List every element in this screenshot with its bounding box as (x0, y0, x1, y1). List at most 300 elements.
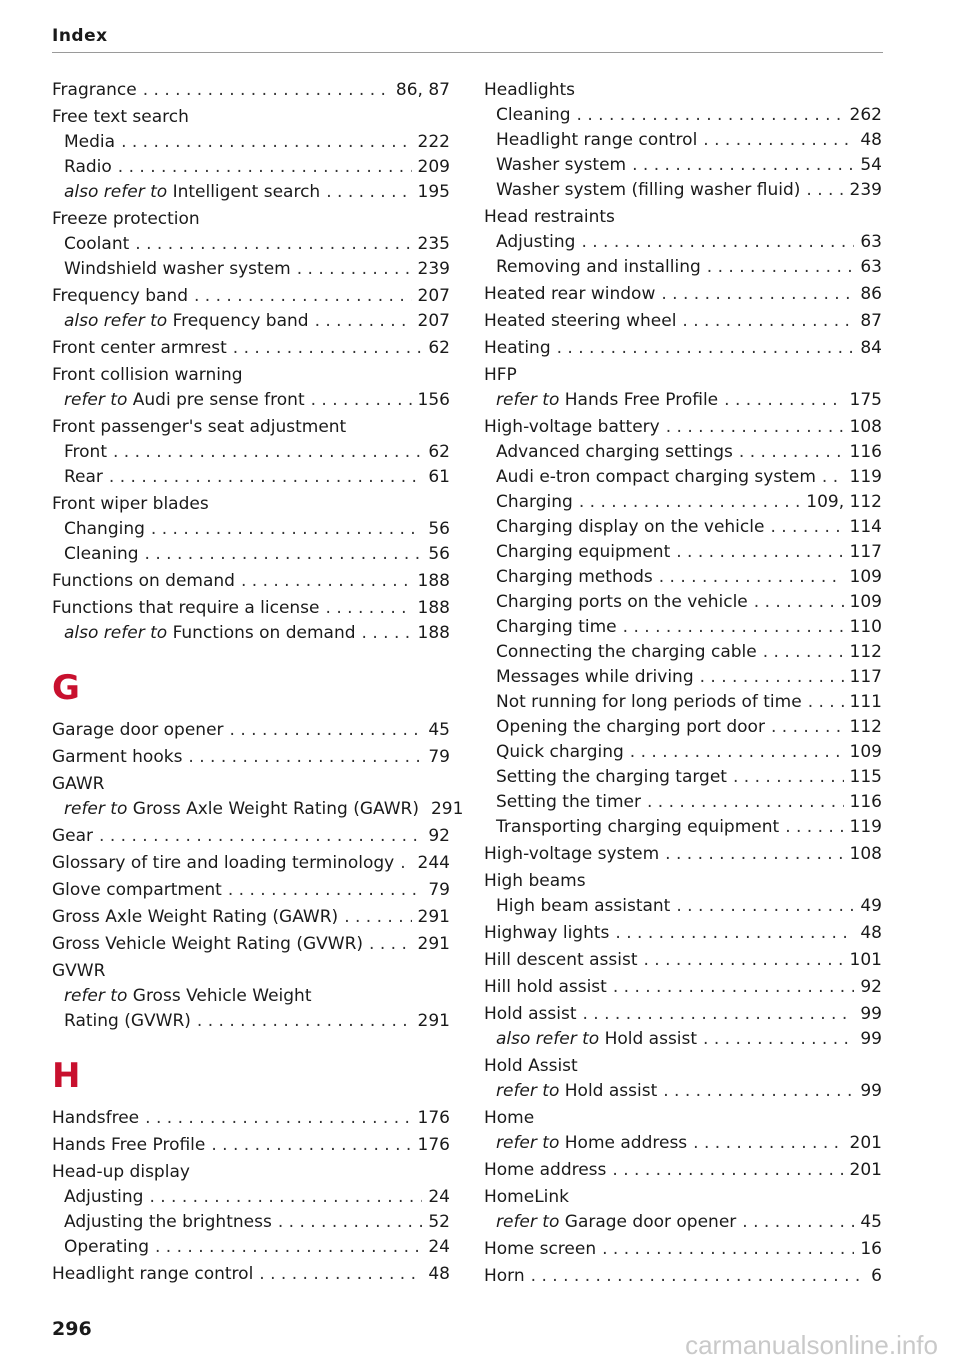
index-entry (52, 207, 450, 232)
entry-page-number[interactable]: 48 (428, 1264, 450, 1284)
entry-text (496, 128, 697, 153)
entry-text (496, 1079, 657, 1104)
entry-text (64, 517, 145, 542)
index-subentry (52, 257, 450, 282)
entry-page-number[interactable]: 49 (860, 896, 882, 916)
entry-page-number[interactable]: 201 (849, 1133, 882, 1153)
entry-label: Heated rear window (484, 284, 656, 304)
entry-label: Removing and installing (496, 257, 701, 277)
leader-dots (577, 103, 844, 128)
index-entry (484, 921, 882, 946)
entry-label: High-voltage system (484, 844, 660, 864)
entry-page-number[interactable]: 291 (417, 1011, 450, 1031)
entry-page-number[interactable]: 291 (430, 799, 464, 819)
entry-text (496, 490, 573, 515)
entry-label: Charging equipment (496, 542, 671, 562)
index-subentry (484, 153, 882, 178)
entry-label: Front collision warning (52, 365, 243, 385)
index-entry (52, 959, 450, 984)
entry-label: Frequency band (172, 311, 309, 331)
entry-text (484, 921, 609, 946)
entry-text (52, 78, 137, 103)
entry-page-number[interactable]: 86, 87 (395, 80, 450, 100)
entry-page-number[interactable]: 108 (849, 417, 882, 437)
entry-label: Messages while driving (496, 667, 694, 687)
index-entry (52, 284, 450, 309)
leader-dots (197, 1009, 412, 1034)
entry-label: Advanced charging settings (496, 442, 733, 462)
entry-page-number[interactable]: 188 (417, 598, 450, 618)
entry-page-number[interactable]: 109 (849, 592, 882, 612)
index-subentry (52, 440, 450, 465)
index-subentry (484, 690, 882, 715)
entry-text (496, 894, 670, 919)
entry-page-number[interactable]: 48 (860, 923, 882, 943)
entry-text (496, 153, 626, 178)
index-entry (52, 363, 450, 388)
index-subentry (484, 230, 882, 255)
leader-dots (143, 78, 390, 103)
index-entry (484, 205, 882, 230)
entry-text (52, 596, 320, 621)
entry-label: Media (64, 132, 116, 152)
index-entry (484, 363, 882, 388)
entry-text (64, 232, 129, 257)
entry-text (64, 130, 115, 155)
leader-dots (344, 905, 411, 930)
index-subentry (484, 440, 882, 465)
entry-label: Functions that require a license (52, 598, 320, 618)
entry-label: Garment hooks (52, 747, 183, 767)
leader-dots (663, 1079, 854, 1104)
leader-dots (326, 180, 411, 205)
entry-label: Fragrance (52, 80, 137, 100)
entry-page-number[interactable]: 62 (428, 442, 450, 462)
entry-label: Hill descent assist (484, 950, 638, 970)
index-subentry (484, 590, 882, 615)
entry-page-number[interactable]: 176 (417, 1135, 450, 1155)
entry-page-number[interactable]: 262 (849, 105, 882, 125)
entry-text (52, 569, 235, 594)
cross-reference-prefix: refer to (496, 1081, 560, 1101)
leader-dots (676, 894, 854, 919)
entry-text (484, 869, 586, 894)
entry-text (52, 878, 222, 903)
entry-page-number[interactable]: 235 (417, 234, 450, 254)
entry-label: Rating (GVWR) (64, 1011, 191, 1031)
leader-dots (676, 540, 843, 565)
leader-dots (362, 621, 412, 646)
entry-label: Charging time (496, 617, 617, 637)
index-entry (484, 1054, 882, 1079)
entry-text (484, 1185, 569, 1210)
entry-label: Home screen (484, 1239, 597, 1259)
leader-dots (211, 1133, 411, 1158)
entry-text (484, 205, 615, 230)
entry-page-number[interactable]: 48 (860, 130, 882, 150)
entry-page-number[interactable]: 175 (849, 390, 882, 410)
entry-page-number[interactable]: 109 (849, 567, 882, 587)
entry-page-number[interactable]: 201 (849, 1160, 882, 1180)
leader-dots (109, 465, 422, 490)
entry-page-number[interactable]: 239 (417, 259, 450, 279)
index-subentry (484, 388, 882, 413)
entry-page-number[interactable]: 195 (417, 182, 450, 202)
entry-text (496, 765, 727, 790)
index-entry (52, 596, 450, 621)
entry-page-number[interactable]: 116 (849, 792, 882, 812)
entry-text (64, 155, 112, 180)
entry-page-number[interactable]: 45 (428, 720, 450, 740)
index-subentry (52, 1009, 450, 1034)
entry-label: Cleaning (496, 105, 571, 125)
entry-page-number[interactable]: 56 (428, 519, 450, 539)
entry-page-number[interactable]: 207 (417, 311, 450, 331)
index-entry (52, 105, 450, 130)
index-column-right (484, 76, 882, 1289)
entry-label: Cleaning (64, 544, 139, 564)
entry-text (496, 715, 765, 740)
entry-label: Audi e-tron compact charging system (496, 467, 816, 487)
index-entry (52, 824, 450, 849)
index-entry (484, 309, 882, 334)
leader-dots (700, 665, 844, 690)
leader-dots (149, 1185, 422, 1210)
index-entry (52, 851, 450, 876)
entry-label: Front wiper blades (52, 494, 209, 514)
leader-dots (581, 230, 854, 255)
entry-page-number[interactable]: 63 (860, 257, 882, 277)
entry-page-number[interactable]: 24 (428, 1237, 450, 1257)
index-entry (52, 1106, 450, 1131)
leader-dots (763, 640, 844, 665)
entry-label: Heating (484, 338, 551, 358)
index-column-left (52, 76, 464, 1287)
entry-page-number[interactable]: 112 (849, 717, 882, 737)
entry-label: Front (64, 442, 107, 462)
entry-label: Quick charging (496, 742, 624, 762)
entry-label: Headlight range control (52, 1264, 254, 1284)
entry-text (484, 78, 575, 103)
index-subentry (52, 517, 450, 542)
entry-label: Gross Vehicle Weight Rating (GVWR) (52, 934, 364, 954)
entry-label: Hold Assist (484, 1056, 578, 1076)
leader-dots (632, 153, 854, 178)
entry-text (52, 1133, 205, 1158)
index-subentry (484, 103, 882, 128)
leader-dots (121, 130, 411, 155)
index-entry (52, 718, 450, 743)
entry-text (496, 640, 757, 665)
entry-page-number[interactable]: 99 (860, 1081, 882, 1101)
leader-dots (613, 975, 855, 1000)
entry-page-number[interactable]: 99 (860, 1004, 882, 1024)
entry-page-number[interactable]: 115 (849, 767, 882, 787)
index-subentry (52, 232, 450, 257)
entry-label: Home (484, 1108, 535, 1128)
index-entry (52, 1133, 450, 1158)
entry-page-number[interactable]: 54 (860, 155, 882, 175)
entry-text (52, 207, 200, 232)
entry-text (64, 388, 305, 413)
entry-label: Front passenger's seat adjustment (52, 417, 347, 437)
index-subentry (484, 615, 882, 640)
entry-page-number[interactable]: 117 (849, 667, 882, 687)
index-entry (52, 772, 450, 797)
leader-dots (707, 255, 855, 280)
entry-page-number[interactable]: 291 (417, 934, 450, 954)
entry-page-number[interactable]: 291 (417, 907, 450, 927)
leader-dots (99, 824, 422, 849)
leader-dots (644, 948, 844, 973)
entry-label: Rear (64, 467, 103, 487)
entry-text (52, 745, 182, 770)
index-entry (52, 569, 450, 594)
entry-page-number[interactable]: 52 (428, 1212, 450, 1232)
leader-dots (188, 745, 422, 770)
entry-page-number[interactable]: 16 (860, 1239, 882, 1259)
index-entry (484, 1264, 882, 1289)
entry-label: Hands Free Profile (564, 390, 719, 410)
entry-text (496, 590, 748, 615)
entry-label: Home address (564, 1133, 688, 1153)
entry-page-number[interactable]: 207 (417, 286, 450, 306)
leader-dots (739, 440, 844, 465)
index-entry (484, 1158, 882, 1183)
index-subentry (484, 255, 882, 280)
entry-label: Headlight range control (496, 130, 698, 150)
entry-page-number[interactable]: 110 (849, 617, 882, 637)
index-subentry (52, 621, 450, 646)
index-subentry (52, 388, 450, 413)
cross-reference-prefix: refer to (496, 1133, 560, 1153)
entry-label: Highway lights (484, 923, 610, 943)
index-subentry (52, 984, 450, 1009)
index-subentry (484, 490, 882, 515)
entry-label: Washer system (filling washer fluid) (496, 180, 801, 200)
entry-page-number[interactable]: 79 (428, 880, 450, 900)
entry-page-number[interactable]: 62 (428, 338, 450, 358)
entry-text (52, 824, 93, 849)
entry-text (484, 1002, 576, 1027)
entry-page-number[interactable]: 86 (860, 284, 882, 304)
leader-dots (806, 178, 843, 203)
leader-dots (311, 388, 412, 413)
entry-label: Hold assist (484, 1004, 577, 1024)
leader-dots (278, 1210, 423, 1235)
index-subentry (52, 180, 450, 205)
entry-text (52, 851, 394, 876)
entry-page-number[interactable]: 188 (417, 571, 450, 591)
index-subentry (52, 465, 450, 490)
index-subentry (52, 1185, 450, 1210)
entry-page-number[interactable]: 119 (849, 817, 882, 837)
leader-dots (297, 257, 412, 282)
entry-text (64, 984, 312, 1009)
entry-page-number[interactable]: 109, 112 (806, 492, 882, 512)
entry-page-number[interactable]: 84 (860, 338, 882, 358)
entry-page-number[interactable]: 61 (428, 467, 450, 487)
leader-dots (326, 596, 412, 621)
leader-dots (661, 282, 854, 307)
entry-page-number[interactable]: 239 (849, 180, 882, 200)
entry-label: Functions on demand (172, 623, 356, 643)
entry-page-number[interactable]: 244 (417, 853, 450, 873)
index-entry (484, 1185, 882, 1210)
entry-label: Hill hold assist (484, 977, 607, 997)
page-number: 296 (52, 1318, 92, 1340)
leader-dots (808, 690, 844, 715)
index-subentry (52, 130, 450, 155)
entry-text (496, 515, 764, 540)
leader-dots (665, 842, 843, 867)
index-entry (52, 932, 450, 957)
index-subentry (484, 790, 882, 815)
leader-dots (822, 465, 844, 490)
leader-dots (602, 1237, 854, 1262)
index-subentry (484, 1210, 882, 1235)
entry-label: Charging methods (496, 567, 653, 587)
entry-text (484, 336, 551, 361)
index-subentry (484, 640, 882, 665)
entry-text (496, 255, 701, 280)
leader-dots (615, 921, 854, 946)
index-entry (52, 78, 450, 103)
cross-reference-prefix: refer to (64, 986, 128, 1006)
entry-page-number[interactable]: 24 (428, 1187, 450, 1207)
entry-text (484, 975, 607, 1000)
entry-page-number[interactable]: 99 (860, 1029, 882, 1049)
entry-page-number[interactable]: 108 (849, 844, 882, 864)
leader-dots (579, 490, 800, 515)
entry-label: Setting the timer (496, 792, 641, 812)
entry-page-number[interactable]: 6 (871, 1266, 882, 1286)
leader-dots (703, 1027, 854, 1052)
entry-page-number[interactable]: 87 (860, 311, 882, 331)
index-subentry (484, 665, 882, 690)
index-subentry (484, 894, 882, 919)
entry-text (484, 363, 517, 388)
leader-dots (724, 388, 843, 413)
index-entry (52, 1262, 450, 1287)
entry-label: HomeLink (484, 1187, 570, 1207)
entry-page-number[interactable]: 92 (428, 826, 450, 846)
entry-text (496, 740, 624, 765)
entry-label: Freeze protection (52, 209, 200, 229)
entry-page-number[interactable]: 112 (849, 642, 882, 662)
entry-text (52, 1160, 190, 1185)
entry-page-number[interactable]: 119 (849, 467, 882, 487)
entry-text (496, 690, 802, 715)
index-entry (52, 336, 450, 361)
entry-page-number[interactable]: 45 (860, 1212, 882, 1232)
entry-text (484, 415, 660, 440)
entry-text (484, 948, 638, 973)
entry-page-number[interactable]: 156 (417, 390, 450, 410)
leader-dots (233, 336, 423, 361)
entry-page-number[interactable]: 109 (849, 742, 882, 762)
index-subentry (52, 155, 450, 180)
entry-text (64, 309, 309, 334)
entry-text (52, 772, 105, 797)
entry-label: Adjusting (496, 232, 576, 252)
entry-text (52, 284, 188, 309)
leader-dots (647, 790, 844, 815)
entry-label: Audi pre sense front (132, 390, 305, 410)
index-subentry (484, 465, 882, 490)
entry-page-number[interactable]: 116 (849, 442, 882, 462)
entry-label: Head restraints (484, 207, 615, 227)
watermark: carmanualsonline.info (685, 1330, 938, 1360)
entry-label: High beam assistant (496, 896, 671, 916)
index-entry (52, 492, 450, 517)
leader-dots (785, 815, 843, 840)
index-subentry (52, 309, 450, 334)
entry-text (484, 1237, 596, 1262)
entry-page-number[interactable]: 56 (428, 544, 450, 564)
entry-text (64, 797, 419, 822)
entry-page-number[interactable]: 188 (417, 623, 450, 643)
entry-label: Adjusting the brightness (64, 1212, 272, 1232)
entry-label: Gross Axle Weight Rating (GAWR) (132, 799, 419, 819)
entry-text (64, 1235, 149, 1260)
entry-text (52, 905, 338, 930)
entry-label: Gross Vehicle Weight (132, 986, 312, 1006)
entry-label: GVWR (52, 961, 106, 981)
entry-text (52, 492, 209, 517)
entry-page-number[interactable]: 111 (849, 692, 882, 712)
index-subentry (52, 797, 464, 822)
index-entry (484, 78, 882, 103)
entry-text (484, 1264, 525, 1289)
entry-label: Garage door opener (564, 1212, 737, 1232)
entry-label: Free text search (52, 107, 189, 127)
entry-text (484, 282, 655, 307)
index-subentry (484, 1027, 882, 1052)
entry-text (484, 1158, 606, 1183)
leader-dots (742, 1210, 854, 1235)
entry-label: Adjusting (64, 1187, 144, 1207)
entry-label: High-voltage battery (484, 417, 660, 437)
entry-page-number[interactable]: 222 (417, 132, 450, 152)
entry-page-number[interactable]: 79 (428, 747, 450, 767)
entry-text (64, 257, 291, 282)
entry-text (64, 621, 356, 646)
entry-label: Head-up display (52, 1162, 190, 1182)
entry-label: Setting the charging target (496, 767, 727, 787)
entry-label: Frequency band (52, 286, 188, 306)
entry-page-number[interactable]: 176 (417, 1108, 450, 1128)
entry-page-number[interactable]: 117 (849, 542, 882, 562)
index-subentry (52, 1210, 450, 1235)
entry-text (484, 309, 676, 334)
entry-text (52, 105, 189, 130)
leader-dots (693, 1131, 843, 1156)
entry-label: Headlights (484, 80, 575, 100)
index-subentry (52, 1235, 450, 1260)
entry-page-number[interactable]: 63 (860, 232, 882, 252)
entry-page-number[interactable]: 92 (860, 977, 882, 997)
entry-page-number[interactable]: 101 (849, 950, 882, 970)
entry-label: Front center armrest (52, 338, 227, 358)
cross-reference-prefix: refer to (496, 1212, 560, 1232)
entry-text (64, 1210, 272, 1235)
entry-label: GAWR (52, 774, 105, 794)
entry-page-number[interactable]: 114 (849, 517, 882, 537)
entry-page-number[interactable]: 209 (417, 157, 450, 177)
entry-label: Changing (64, 519, 145, 539)
leader-dots (557, 336, 855, 361)
